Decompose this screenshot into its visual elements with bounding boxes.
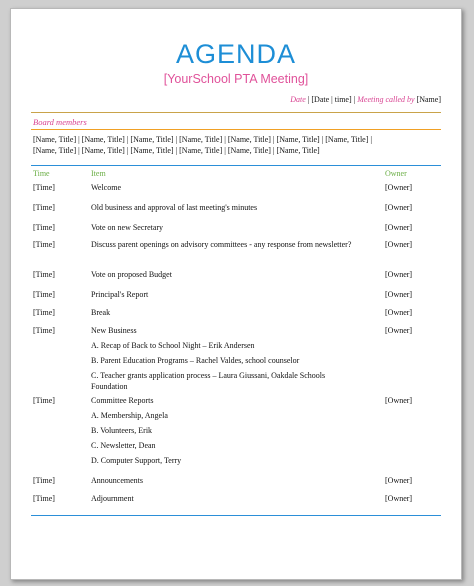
row-item: Announcements	[91, 476, 143, 485]
sub-item: B. Parent Education Programs – Rachel Valdes, school counselor	[91, 356, 300, 365]
called-by-label: Meeting called by	[357, 95, 415, 104]
called-by-value: [Name]	[416, 95, 441, 104]
row-item	[91, 395, 371, 466]
sub-item: C. Teacher grants application process – Laura Giussani, Oakdale Schools Foundation	[91, 371, 326, 391]
row-item	[91, 325, 361, 392]
board-members-line-1: [Name, Title] | [Name, Title] | [Name, Title] | [Name, Title] | [Name, Title] | [Name, Title] | [Name, Title] |	[33, 135, 372, 144]
column-header-time: Time	[33, 169, 50, 178]
board-members-line-2: [Name, Title] | [Name, Title] | [Name, Title] | [Name, Title] | [Name, Title] | [Name, Title]	[33, 146, 320, 155]
sub-item: D. Computer Support, Terry	[91, 456, 182, 465]
row-time: [Time]	[33, 326, 55, 335]
column-header-owner: Owner	[385, 169, 407, 178]
row-owner: [Owner]	[385, 183, 413, 192]
row-time: [Time]	[33, 290, 55, 299]
row-owner: [Owner]	[385, 270, 413, 279]
row-owner: [Owner]	[385, 396, 413, 405]
date-label: Date	[290, 95, 306, 104]
row-owner: [Owner]	[385, 240, 413, 249]
row-item-title: Committee Reports	[91, 396, 154, 405]
divider-board	[31, 129, 441, 130]
row-item: Vote on new Secretary	[91, 223, 164, 232]
sub-item: A. Recap of Back to School Night – Erik Andersen	[91, 341, 255, 350]
row-time: [Time]	[33, 476, 55, 485]
sub-item: C. Newsletter, Dean	[91, 441, 156, 450]
row-owner: [Owner]	[385, 494, 413, 503]
row-time: [Time]	[33, 223, 55, 232]
row-owner: [Owner]	[385, 308, 413, 317]
board-members-list	[33, 134, 443, 156]
row-item-title: New Business	[91, 326, 137, 335]
row-time: [Time]	[33, 270, 55, 279]
divider-top	[31, 112, 441, 113]
row-owner: [Owner]	[385, 476, 413, 485]
row-time: [Time]	[33, 396, 55, 405]
meeting-subtitle: [YourSchool PTA Meeting]	[163, 72, 309, 86]
sub-item: B. Volunteers, Erik	[91, 426, 153, 435]
row-item: Vote on proposed Budget	[91, 270, 172, 279]
row-item: Welcome	[91, 183, 122, 192]
column-header-item: Item	[91, 169, 106, 178]
row-time: [Time]	[33, 240, 55, 249]
divider-names	[31, 165, 441, 166]
date-time-value: [Date | time]	[311, 95, 352, 104]
row-time: [Time]	[33, 308, 55, 317]
meeting-meta: Date | [Date | time] | Meeting called by [Name]	[290, 95, 441, 104]
row-owner: [Owner]	[385, 290, 413, 299]
row-owner: [Owner]	[385, 326, 413, 335]
agenda-page	[10, 8, 462, 580]
row-item: Old business and approval of last meeting's minutes	[91, 203, 258, 212]
sub-item: A. Membership, Angela	[91, 411, 168, 420]
divider-bottom	[31, 515, 441, 516]
row-owner: [Owner]	[385, 203, 413, 212]
page-title: AGENDA	[175, 39, 297, 69]
row-item: Adjournment	[91, 494, 134, 503]
row-item: Break	[91, 308, 111, 317]
row-time: [Time]	[33, 494, 55, 503]
row-item: Discuss parent openings on advisory committees - any response from newsletter?	[91, 240, 352, 249]
row-time: [Time]	[33, 203, 55, 212]
row-item: Principal's Report	[91, 290, 149, 299]
row-owner: [Owner]	[385, 223, 413, 232]
board-members-label: Board members	[33, 117, 87, 127]
row-time: [Time]	[33, 183, 55, 192]
